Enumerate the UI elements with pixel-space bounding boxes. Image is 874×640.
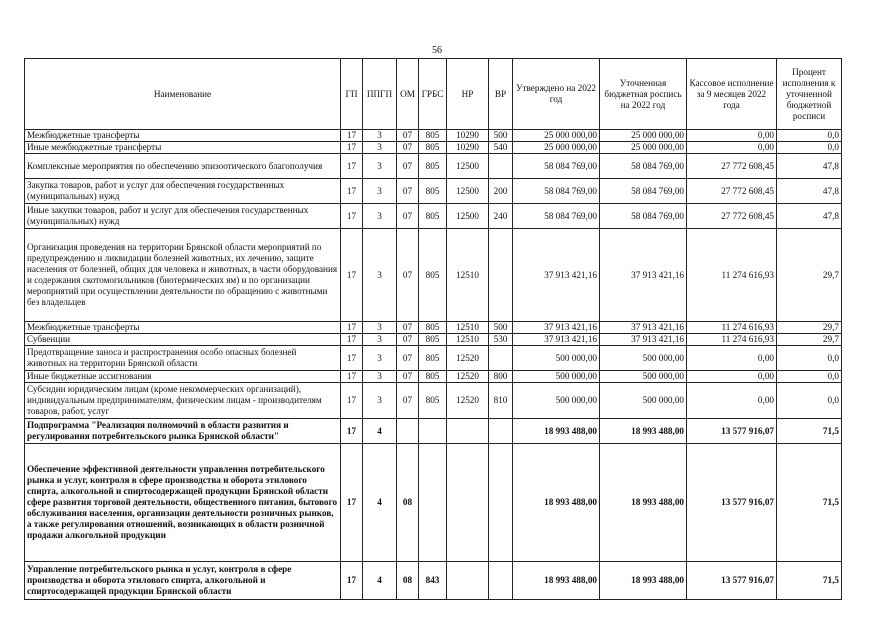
cell-ppgp: 3 — [363, 383, 397, 419]
header-row — [25, 59, 842, 130]
cell-vr — [489, 562, 513, 600]
cell-np: 12500 — [447, 179, 489, 204]
cell-om — [397, 419, 419, 444]
cell-gp: 17 — [341, 179, 363, 204]
header-name: Наименование — [25, 59, 341, 130]
cell-name: Предотвращение заноса и распространения особо опасных болезней животных на территории Брянской области — [25, 346, 341, 371]
cell-executed: 0,00 — [687, 371, 777, 383]
cell-gp: 17 — [341, 334, 363, 346]
cell-om: 07 — [397, 334, 419, 346]
header-om: ОМ — [397, 59, 419, 130]
cell-np: 12500 — [447, 204, 489, 229]
cell-executed: 0,00 — [687, 346, 777, 371]
cell-approved: 25 000 000,00 — [513, 142, 600, 154]
cell-revised: 58 084 769,00 — [600, 179, 687, 204]
cell-ppgp: 3 — [363, 346, 397, 371]
cell-name: Межбюджетные трансферты — [25, 130, 341, 142]
cell-executed: 27 772 608,45 — [687, 154, 777, 179]
cell-ppgp: 3 — [363, 204, 397, 229]
cell-name: Иные межбюджетные трансферты — [25, 142, 341, 154]
table-row — [25, 154, 842, 179]
cell-grbs: 805 — [419, 383, 447, 419]
cell-vr — [489, 229, 513, 322]
cell-approved: 58 084 769,00 — [513, 204, 600, 229]
cell-vr — [489, 444, 513, 562]
cell-gp: 17 — [341, 229, 363, 322]
table-row — [25, 179, 842, 204]
cell-name: Закупка товаров, работ и услуг для обеспечения государственных (муниципальных) нужд — [25, 179, 341, 204]
cell-np — [447, 419, 489, 444]
cell-percent: 71,5 — [777, 419, 842, 444]
cell-ppgp: 3 — [363, 371, 397, 383]
cell-om: 07 — [397, 383, 419, 419]
header-revised: Уточненная бюджетная роспись на 2022 год — [600, 59, 687, 130]
cell-grbs: 805 — [419, 130, 447, 142]
cell-approved: 18 993 488,00 — [513, 419, 600, 444]
cell-name: Комплексные мероприятия по обеспечению эпизоотического благополучия — [25, 154, 341, 179]
cell-name: Подпрограмма "Реализация полномочий в области развития и регулирования потребительского рынка Брянской области" — [25, 419, 341, 444]
cell-ppgp: 4 — [363, 419, 397, 444]
cell-percent: 47,8 — [777, 204, 842, 229]
cell-grbs: 805 — [419, 322, 447, 334]
cell-gp: 17 — [341, 204, 363, 229]
cell-percent: 47,8 — [777, 179, 842, 204]
cell-gp: 17 — [341, 562, 363, 600]
cell-np: 12510 — [447, 322, 489, 334]
cell-percent: 0,0 — [777, 371, 842, 383]
cell-executed: 0,00 — [687, 383, 777, 419]
cell-revised: 18 993 488,00 — [600, 444, 687, 562]
cell-vr: 530 — [489, 334, 513, 346]
cell-percent: 0,0 — [777, 383, 842, 419]
header-executed: Кассовое исполнение за 9 месяцев 2022 года — [687, 59, 777, 130]
cell-revised: 500 000,00 — [600, 383, 687, 419]
cell-ppgp: 3 — [363, 154, 397, 179]
cell-percent: 47,8 — [777, 154, 842, 179]
cell-executed: 13 577 916,07 — [687, 419, 777, 444]
cell-grbs: 805 — [419, 204, 447, 229]
cell-vr — [489, 419, 513, 444]
page-number: 56 — [432, 45, 442, 56]
cell-grbs: 805 — [419, 334, 447, 346]
cell-approved: 37 913 421,16 — [513, 229, 600, 322]
cell-ppgp: 4 — [363, 444, 397, 562]
cell-np: 10290 — [447, 130, 489, 142]
cell-om: 07 — [397, 179, 419, 204]
cell-gp: 17 — [341, 444, 363, 562]
cell-revised: 18 993 488,00 — [600, 562, 687, 600]
table-row — [25, 130, 842, 142]
cell-om: 07 — [397, 204, 419, 229]
cell-gp: 17 — [341, 322, 363, 334]
cell-name: Субсидии юридическим лицам (кроме некоммерческих организаций), индивидуальным предпринимателям, физическим лицам - производителям товаров, работ, услуг — [25, 383, 341, 419]
cell-name: Организация проведения на территории Брянской области мероприятий по предупреждению и ликвидации болезней животных, их лечению, защите населения от болезней, общих для человека и животных, в части оборудования и содержания скотомогильников (биотермических ям) и по организации мероприятий при осуществлении деятельности по обращению с животными без владельцев — [25, 229, 341, 322]
table-row — [25, 371, 842, 383]
cell-revised: 37 913 421,16 — [600, 229, 687, 322]
cell-percent: 29,7 — [777, 322, 842, 334]
cell-om: 08 — [397, 562, 419, 600]
cell-np: 12500 — [447, 154, 489, 179]
table-row — [25, 383, 842, 419]
cell-grbs — [419, 419, 447, 444]
cell-percent: 29,7 — [777, 334, 842, 346]
cell-om: 07 — [397, 154, 419, 179]
cell-approved: 37 913 421,16 — [513, 334, 600, 346]
cell-grbs: 805 — [419, 229, 447, 322]
table-row — [25, 562, 842, 600]
cell-revised: 58 084 769,00 — [600, 154, 687, 179]
header-gp: ГП — [341, 59, 363, 130]
header-grbs: ГРБС — [419, 59, 447, 130]
cell-np — [447, 444, 489, 562]
header-vr: ВР — [489, 59, 513, 130]
cell-grbs: 805 — [419, 371, 447, 383]
header-ppgp: ППГП — [363, 59, 397, 130]
cell-ppgp: 4 — [363, 562, 397, 600]
table-row — [25, 334, 842, 346]
cell-executed: 27 772 608,45 — [687, 179, 777, 204]
cell-vr: 500 — [489, 322, 513, 334]
table-row — [25, 204, 842, 229]
cell-grbs: 805 — [419, 142, 447, 154]
cell-gp: 17 — [341, 419, 363, 444]
cell-np: 10290 — [447, 142, 489, 154]
cell-vr — [489, 154, 513, 179]
cell-executed: 11 274 616,93 — [687, 229, 777, 322]
cell-approved: 58 084 769,00 — [513, 179, 600, 204]
cell-gp: 17 — [341, 346, 363, 371]
cell-revised: 37 913 421,16 — [600, 322, 687, 334]
cell-ppgp: 3 — [363, 142, 397, 154]
cell-vr: 540 — [489, 142, 513, 154]
cell-approved: 500 000,00 — [513, 346, 600, 371]
cell-percent: 0,0 — [777, 346, 842, 371]
cell-np: 12520 — [447, 346, 489, 371]
cell-om: 08 — [397, 444, 419, 562]
cell-approved: 37 913 421,16 — [513, 322, 600, 334]
table-row — [25, 142, 842, 154]
cell-name: Иные бюджетные ассигнования — [25, 371, 341, 383]
cell-vr: 200 — [489, 179, 513, 204]
cell-np: 12510 — [447, 229, 489, 322]
cell-executed: 0,00 — [687, 142, 777, 154]
cell-np — [447, 562, 489, 600]
cell-revised: 18 993 488,00 — [600, 419, 687, 444]
cell-executed: 11 274 616,93 — [687, 322, 777, 334]
cell-approved: 58 084 769,00 — [513, 154, 600, 179]
cell-om: 07 — [397, 346, 419, 371]
budget-table — [24, 58, 842, 600]
cell-percent: 29,7 — [777, 229, 842, 322]
cell-grbs: 843 — [419, 562, 447, 600]
cell-name: Субвенции — [25, 334, 341, 346]
cell-vr: 240 — [489, 204, 513, 229]
cell-name: Межбюджетные трансферты — [25, 322, 341, 334]
cell-approved: 500 000,00 — [513, 383, 600, 419]
cell-percent: 0,0 — [777, 130, 842, 142]
cell-np: 12510 — [447, 334, 489, 346]
cell-gp: 17 — [341, 371, 363, 383]
cell-np: 12520 — [447, 371, 489, 383]
header-np: НР — [447, 59, 489, 130]
cell-om: 07 — [397, 371, 419, 383]
cell-om: 07 — [397, 322, 419, 334]
header-percent: Процент исполнения к уточненной бюджетной росписи — [777, 59, 842, 130]
cell-revised: 500 000,00 — [600, 346, 687, 371]
cell-executed: 27 772 608,45 — [687, 204, 777, 229]
cell-approved: 500 000,00 — [513, 371, 600, 383]
table-row — [25, 346, 842, 371]
cell-ppgp: 3 — [363, 322, 397, 334]
cell-vr — [489, 346, 513, 371]
table-row — [25, 322, 842, 334]
cell-percent: 71,5 — [777, 562, 842, 600]
cell-gp: 17 — [341, 142, 363, 154]
cell-approved: 25 000 000,00 — [513, 130, 600, 142]
cell-revised: 37 913 421,16 — [600, 334, 687, 346]
cell-om: 07 — [397, 130, 419, 142]
cell-vr: 800 — [489, 371, 513, 383]
cell-om: 07 — [397, 142, 419, 154]
table-row — [25, 419, 842, 444]
cell-executed: 0,00 — [687, 130, 777, 142]
cell-gp: 17 — [341, 154, 363, 179]
cell-revised: 25 000 000,00 — [600, 142, 687, 154]
cell-ppgp: 3 — [363, 179, 397, 204]
cell-gp: 17 — [341, 383, 363, 419]
cell-approved: 18 993 488,00 — [513, 444, 600, 562]
cell-vr: 500 — [489, 130, 513, 142]
cell-executed: 11 274 616,93 — [687, 334, 777, 346]
cell-ppgp: 3 — [363, 130, 397, 142]
cell-om: 07 — [397, 229, 419, 322]
cell-grbs — [419, 444, 447, 562]
header-approved: Утверждено на 2022 год — [513, 59, 600, 130]
cell-name: Иные закупки товаров, работ и услуг для обеспечения государственных (муниципальных) нужд — [25, 204, 341, 229]
cell-executed: 13 577 916,07 — [687, 562, 777, 600]
cell-grbs: 805 — [419, 179, 447, 204]
table-row — [25, 229, 842, 322]
cell-revised: 500 000,00 — [600, 371, 687, 383]
cell-np: 12520 — [447, 383, 489, 419]
cell-revised: 25 000 000,00 — [600, 130, 687, 142]
cell-gp: 17 — [341, 130, 363, 142]
cell-revised: 58 084 769,00 — [600, 204, 687, 229]
cell-grbs: 805 — [419, 154, 447, 179]
cell-ppgp: 3 — [363, 229, 397, 322]
cell-approved: 18 993 488,00 — [513, 562, 600, 600]
cell-executed: 13 577 916,07 — [687, 444, 777, 562]
table-row — [25, 444, 842, 562]
cell-percent: 71,5 — [777, 444, 842, 562]
cell-ppgp: 3 — [363, 334, 397, 346]
cell-name: Обеспечение эффективной деятельности управления потребительского рынка и услуг, контроля в сфере производства и оборота этилового спирта, алкогольной и спиртосодержащей продукции Брянской области сфере развития торговой деятельности, общественного питания, бытового обслуживания населения, организации деятельности розничных рынков, а также регулирования отношений, возникающих в области розничной продажи алкогольной продукции — [25, 444, 341, 562]
cell-name: Управление потребительского рынка и услуг, контроля в сфере производства и оборота этилового спирта, алкогольной и спиртосодержащей продукции Брянской области — [25, 562, 341, 600]
cell-grbs: 805 — [419, 346, 447, 371]
cell-percent: 0,0 — [777, 142, 842, 154]
cell-vr: 810 — [489, 383, 513, 419]
